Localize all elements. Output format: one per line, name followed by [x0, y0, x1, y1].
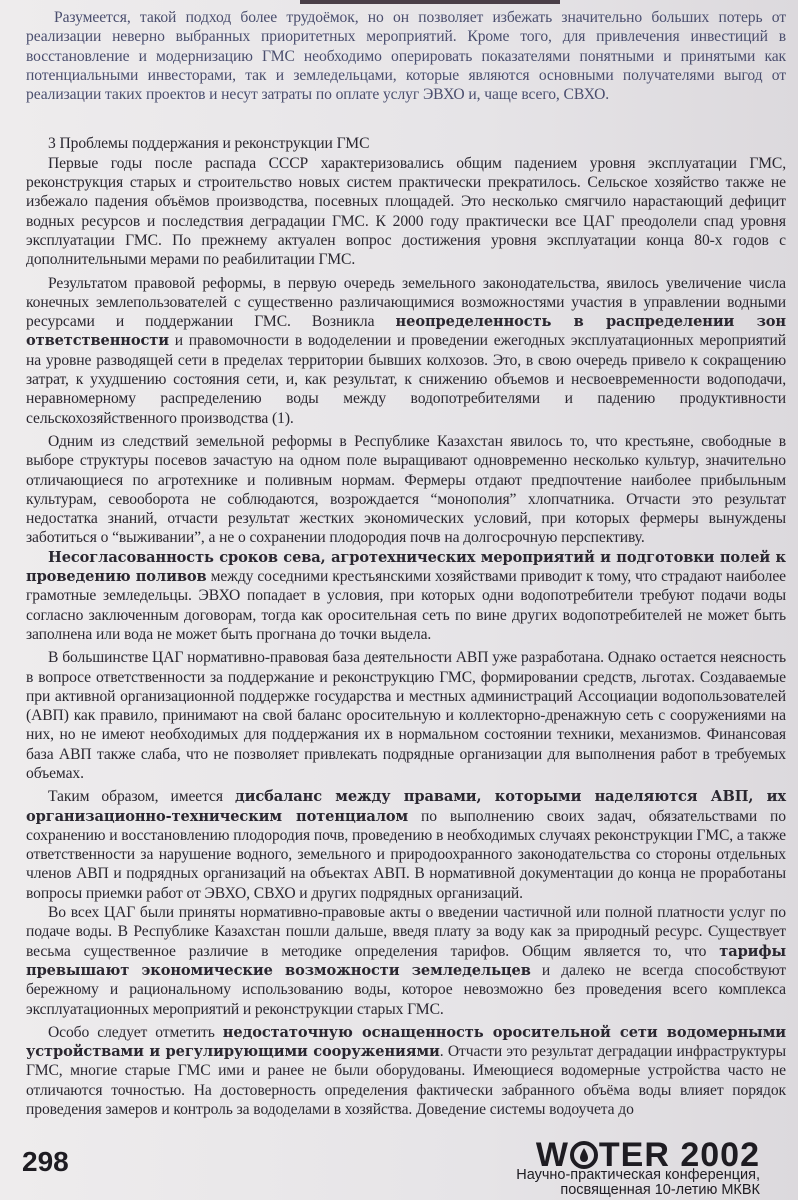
section-heading: 3 Проблемы поддержания и реконструкции ГМС: [48, 135, 370, 153]
paragraph-4-text-c: между соседними крестьянскими хозяйствами приводит к тому, что страдают наиболее грамотные земледельцы. ЭВХО попадает в условия, при которых одни водопотребители требуют подачи воды согласно заключенным договорам, тогда как оросительная сеть по вине других водопотребителей не может быть заполнена или вода не может быть прогнана до точки выдела.: [26, 568, 786, 643]
paragraph-4-emphasis: Несогласованность сроков сева, агротехнических мероприятий и подготовки полей к проведению поливов: [26, 548, 786, 586]
paragraph-2-text-c: и правомочности в вододелении и проведении ежегодных эксплуатационных мероприятий на уровне разводящей сети в пределах территории бывших колхозов. Это, в свою очередь привело к сокращению затрат, к ухудшению состояния сети, и, как результат, к снижению объемов и несвоевременности водоподачи, неравномерному распределению воды между водопотребителями и падению продуктивности сельскохозяйственного производства (1).: [26, 332, 786, 427]
logo-rest: TER 2002: [598, 1136, 760, 1174]
paragraph-2: [26, 274, 786, 428]
paragraph-1: Первые годы после распада СССР характеризовались общим падением уровня эксплуатации ГМС, реконструкция старых и строительство новых систем практически прекратилось. Сельское хозяйство также не избежало падения объёмов производства, посевных площадей. Это несколько смягчило нарастающий дефицит водных ресурсов и последствия деградации ГМС. К 2000 году практически все ЦАГ преодолели спад уровня эксплуатации ГМС. По прежнему актуален вопрос достижения уровня эксплуатации конца 80-х годов с дополнительными мерами по реабилитации ГМС.: [26, 154, 786, 269]
paragraph-8-text-a: Особо следует отметить: [48, 1023, 223, 1041]
paragraph-7-text-a: Во всех ЦАГ были приняты нормативно-правовые акты о введении частичной или полной платности услуг по подаче воды. В Республике Казахстан пошли дальше, введя плату за воду как за природный ресурс. Существует весьма существенное различие в методике определения тарифов. Общим является то, что: [26, 904, 786, 960]
conference-line-1: Научно-практическая конференция,: [516, 1167, 760, 1183]
logo-w: W: [535, 1136, 569, 1174]
paragraph-8: [26, 1023, 786, 1119]
page-number: 298: [22, 1146, 69, 1177]
paragraph-6-text-c: по выполнению своих задач, обязательствами по сохранению и восстановлению плодородия почв, проведению в необходимых случаях реконструкции ГМС, а также ответственности за нарушение водного, земельного и природоохранного законодательства со стороны отдельных членов АВП и подрядных организаций на объектах АВП. В нормативной документации до конца не проработаны вопросы приемки работ от ЭВХО, СВХО и других подрядных организаций.: [26, 807, 786, 902]
conference-caption: [470, 1168, 760, 1198]
intro-paragraph: Разумеется, такой подход более трудоёмок, но он позволяет избежать значительно больших потерь от реализации неверно выбранных приоритетных мероприятий. Кроме того, для привлечения инвестиций в восстановление и модернизацию ГМС необходимо оперировать показателями понятными и принятыми как потенциальными инвесторами, так и земледельцами, которые являются основными получателями выгод от реализации таких проектов и несут затраты по оплате услуг ЭВХО и, чаще всего, СВХО.: [26, 9, 786, 104]
paragraph-6-emphasis: дисбаланс между правами, которыми наделяются АВП, их организационно-техническим потенциалом: [26, 788, 786, 825]
paragraph-2-emphasis: неопределенность в распределении зон ответственности: [26, 313, 786, 350]
paragraph-2-text-a: Результатом правовой реформы, в первую очередь земельного законодательства, явилось увеличение числа конечных землепользователей с существенно различающимися возможностями участия в управлении водными ресурсами и поддержании ГМС. Возникла: [26, 274, 786, 331]
conference-line-2: посвященная 10-летию МКВК: [560, 1182, 760, 1198]
paragraph-8-emphasis: недостаточную оснащенность оросительной сети водомерными устройствами и регулирующими сооружениями: [26, 1023, 786, 1061]
body-text: [26, 8, 786, 1119]
paragraph-4: [26, 548, 786, 644]
paragraph-7-emphasis: тарифы превышают экономические возможности земледельцев: [26, 942, 786, 979]
paragraph-8-text-c: . Отчасти это результат деградации инфраструктуры ГМС, многие старые ГМС ими и ранее не были оборудованы. Имеющиеся водомерные устройства часто не отличаются точностью. На достоверность определения фактически забранного объёма воды влияет порядок проведения замеров и контроль за вододелами в хозяйства. Доведение системы водоучета до: [26, 1043, 786, 1119]
paragraph-7: [26, 903, 786, 1019]
water-drop-icon: [569, 1140, 599, 1170]
paragraph-5: В большинстве ЦАГ нормативно-правовая база деятельности АВП уже разработана. Однако остается неясность в вопросе ответственности за поддержание и реконструкцию ГМС, формировании средств, льготах. Создаваемые при активной организационной поддержке государства и местных администраций Ассоциации водопользователей (АВП) как правило, принимают на свой баланс оросительную и коллекторно-дренажную сеть с сооружениями на них, но не имеют необходимых для поддержания их в нормальном состоянии техники, механизмов. Финансовая база АВП также слаба, что не позволяет привлекать подрядные организации для выполнения работ в требуемых объемах.: [26, 649, 786, 782]
paragraph-6-text-a: Таким образом, имеется: [48, 788, 235, 806]
paragraph-6: [26, 787, 786, 903]
paragraph-7-text-c: и далеко не всегда способствуют бережному и рациональному использованию воды, которое невозможно без проведения всего комплекса эксплуатационных мероприятий и реконструкции старых ГМС.: [26, 961, 787, 1018]
top-edge-bar: [300, 0, 560, 4]
paragraph-3: Одним из следствий земельной реформы в Республике Казахстан явилось то, что крестьяне, свободные в выборе структуры посевов зачастую на одном поле выращивают одновременно несколько культур, значительно отличающиеся по агротехнике и поливным нормам. Фермеры отдают предпочтение наиболее прибыльным культурам, севооборота не соблюдаются, возрождается “монополия” хлопчатника. Отчасти это результат недостатка знаний, отчасти результат жестких экономических условий, при которых фермеры вынуждены заботиться о “выживании”, а не о сохранении плодородия почв на долгосрочную перспективу.: [26, 432, 786, 547]
